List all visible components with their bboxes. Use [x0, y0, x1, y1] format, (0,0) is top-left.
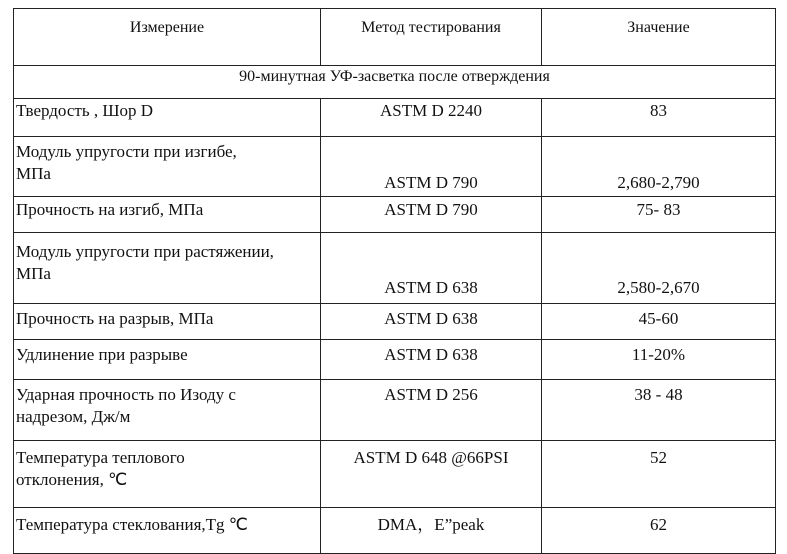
property-label: Прочность на разрыв, МПа — [14, 304, 321, 340]
table-header-row — [14, 9, 776, 66]
section-row — [14, 66, 776, 99]
test-method: ASTM D 638 — [321, 340, 542, 380]
property-label: Модуль упругости при изгибе, МПа — [14, 137, 321, 197]
property-value: 62 — [542, 508, 776, 554]
property-label: Ударная прочность по Изоду с надрезом, Дж/м — [14, 380, 321, 441]
test-method: ASTM D 648 @66PSI — [321, 441, 542, 508]
properties-table — [13, 8, 776, 554]
table-row — [14, 380, 776, 441]
property-value: 2,580-2,670 — [542, 233, 776, 304]
property-value: 2,680-2,790 — [542, 137, 776, 197]
property-label: Температура теплового отклонения, ℃ — [14, 441, 321, 508]
test-method: DMA，E”peak — [321, 508, 542, 554]
property-label: Температура стеклования,Tg ℃ — [14, 508, 321, 554]
table-row — [14, 508, 776, 554]
property-label: Модуль упругости при растяжении, МПа — [14, 233, 321, 304]
property-value: 45-60 — [542, 304, 776, 340]
table-row — [14, 233, 776, 304]
table-row — [14, 137, 776, 197]
property-value: 75- 83 — [542, 197, 776, 233]
property-value: 11-20% — [542, 340, 776, 380]
table-row — [14, 304, 776, 340]
header-measurement: Измерение — [14, 9, 321, 66]
property-value: 38 - 48 — [542, 380, 776, 441]
property-label: Удлинение при разрыве — [14, 340, 321, 380]
header-value: Значение — [542, 9, 776, 66]
table-row — [14, 340, 776, 380]
property-label: Твердость , Шор D — [14, 99, 321, 137]
table-row — [14, 99, 776, 137]
property-value: 83 — [542, 99, 776, 137]
table-row — [14, 197, 776, 233]
section-title: 90-минутная УФ-засветка после отверждения — [14, 66, 776, 99]
table-row — [14, 441, 776, 508]
property-label: Прочность на изгиб, МПа — [14, 197, 321, 233]
property-value: 52 — [542, 441, 776, 508]
test-method: ASTM D 2240 — [321, 99, 542, 137]
header-test-method: Метод тестирования — [321, 9, 542, 66]
test-method: ASTM D 638 — [321, 233, 542, 304]
test-method: ASTM D 790 — [321, 137, 542, 197]
test-method: ASTM D 256 — [321, 380, 542, 441]
test-method: ASTM D 638 — [321, 304, 542, 340]
test-method: ASTM D 790 — [321, 197, 542, 233]
